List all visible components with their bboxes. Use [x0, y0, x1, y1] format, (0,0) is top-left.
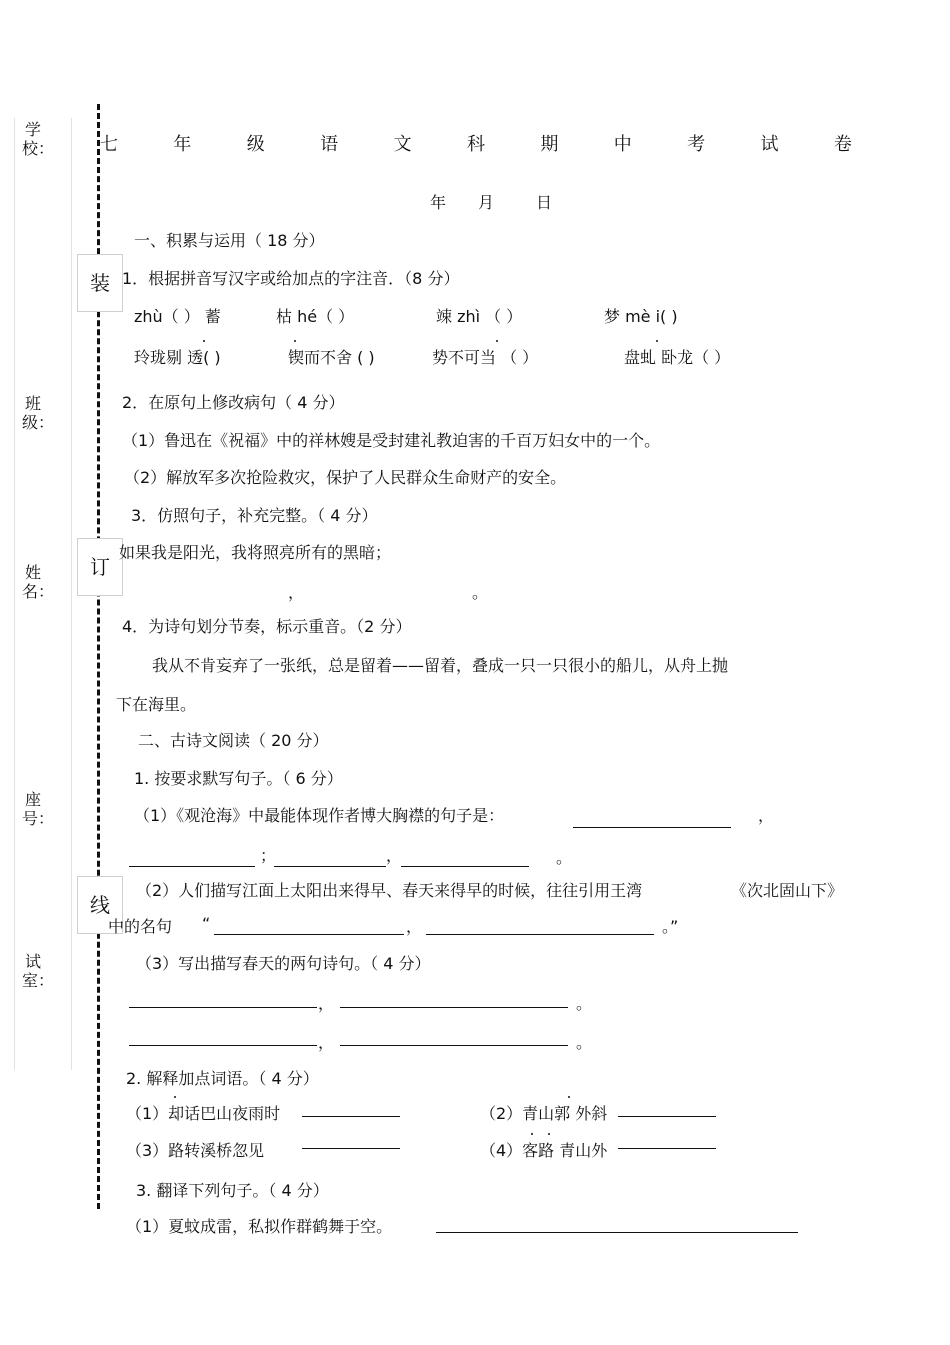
s2-q2-item4: （4）客路 青山外	[480, 1141, 608, 1160]
punct: ；	[260, 846, 277, 865]
name-label: 姓名：	[22, 563, 55, 601]
answer-blank[interactable]	[129, 866, 255, 867]
title-char: 期	[540, 134, 559, 155]
section2-heading: 二、古诗文阅读（ 20 分）	[138, 731, 329, 750]
title-char: 考	[687, 134, 706, 155]
pinyin-item: 枯 hé（ ）	[276, 307, 355, 326]
emphasis-dot	[496, 340, 498, 342]
punct: 。	[576, 994, 593, 1013]
answer-blank[interactable]	[302, 1148, 400, 1149]
answer-blank[interactable]	[340, 1007, 568, 1008]
date-day: 日	[536, 193, 553, 212]
q3-period: 。	[472, 583, 489, 602]
punct: ，	[406, 917, 423, 936]
title-char: 卷	[833, 134, 852, 155]
title-char: 年	[173, 134, 192, 155]
q2-title: 2．在原句上修改病句（ 4 分）	[122, 393, 345, 412]
answer-blank[interactable]	[573, 827, 731, 828]
answer-blank[interactable]	[426, 934, 654, 935]
bind-mark-xian: 线	[77, 876, 123, 934]
s2-q1-p1: （1）《观沧海》中最能体现作者博大胸襟的句子是：	[134, 806, 505, 825]
s2-q1-p2c: 中的名句	[108, 917, 173, 936]
answer-blank[interactable]	[401, 866, 529, 867]
s2-q1-p2a: （2）人们描写江面上太阳出来得早、春天来得早的时候，往往引用王湾	[136, 881, 643, 900]
title-char: 文	[393, 134, 412, 155]
answer-blank[interactable]	[340, 1045, 568, 1046]
s2-q3-item1: （1）夏蚊成雷，私拟作群鹤舞于空。	[126, 1217, 393, 1236]
s2-q2-item3: （3）路转溪桥忽见	[126, 1141, 265, 1160]
q3-comma: ，	[288, 583, 305, 602]
emphasis-dot	[548, 1133, 550, 1135]
pinyin-item: zhù（ ） 蓄	[134, 307, 221, 326]
s2-q2-item1: （1）却话巴山夜雨时	[126, 1104, 281, 1123]
emphasis-dot	[568, 1096, 570, 1098]
room-label: 试室：	[22, 952, 55, 990]
answer-blank[interactable]	[618, 1116, 716, 1117]
punct: 。	[556, 848, 573, 867]
punct: ，	[318, 1033, 335, 1052]
emphasis-dot	[656, 340, 658, 342]
bind-mark-zhuang: 装	[77, 254, 123, 312]
answer-blank[interactable]	[436, 1232, 798, 1233]
dotted-word-item: 玲珑剔 透( )	[134, 348, 221, 367]
title-char: 七	[100, 134, 118, 155]
emphasis-dot	[294, 340, 296, 342]
title-char: 语	[320, 134, 339, 155]
dotted-word-item: 势不可当 （ ）	[432, 348, 539, 367]
s2-q1-title: 1. 按要求默写句子。（ 6 分）	[134, 769, 343, 788]
emphasis-dot	[203, 340, 205, 342]
punct: ，	[318, 994, 335, 1013]
s2-q3-title: 3. 翻译下列句子。（ 4 分）	[136, 1181, 329, 1200]
section1-heading: 一、积累与运用（ 18 分）	[134, 231, 325, 250]
title-char: 试	[760, 134, 779, 155]
title-char: 科	[466, 134, 485, 155]
date-year: 年	[430, 193, 447, 212]
class-label: 班级：	[22, 394, 55, 432]
s2-q1-p2b: 《次北固山下》	[731, 881, 844, 900]
emphasis-dot	[531, 1133, 533, 1135]
q4-title: 4．为诗句划分节奏，标示重音。（2 分）	[122, 617, 412, 636]
answer-blank[interactable]	[129, 1007, 317, 1008]
bind-mark-ding: 订	[77, 538, 123, 596]
q3-example: 如果我是阳光，我将照亮所有的黑暗；	[119, 543, 392, 562]
q2-sentence1: （1）鲁迅在《祝福》中的祥林嫂是受封建礼教迫害的千百万妇女中的一个。	[122, 431, 661, 450]
answer-blank[interactable]	[302, 1116, 400, 1117]
q4-poem-line2: 下在海里。	[116, 695, 197, 714]
title-char: 级	[246, 134, 265, 155]
dotted-word-item: 锲而不舍 ( )	[288, 348, 375, 367]
dotted-word-item: 盘虬 卧龙（ ）	[624, 348, 731, 367]
punct: 。”	[662, 917, 679, 936]
answer-blank[interactable]	[129, 1045, 317, 1046]
punct: 。	[576, 1033, 593, 1052]
s2-q2-title: 2. 解释加点词语。（ 4 分）	[126, 1069, 319, 1088]
page-title	[100, 130, 852, 156]
answer-blank[interactable]	[214, 934, 404, 935]
q1-title: 1．根据拼音写汉字或给加点的字注音．（8 分）	[122, 269, 460, 288]
punct: ，	[386, 846, 403, 865]
s2-q1-p3: （3）写出描写春天的两句诗句。（ 4 分）	[136, 954, 431, 973]
school-label: 学校：	[22, 120, 55, 158]
s2-q2-item2: （2）青山郭 外斜	[480, 1104, 608, 1123]
punct: ，	[758, 806, 775, 825]
punct: “	[202, 914, 211, 933]
answer-blank[interactable]	[274, 866, 386, 867]
q3-title: 3．仿照句子，补充完整。（ 4 分）	[131, 506, 378, 525]
pinyin-item: 梦 mè i( )	[604, 307, 678, 326]
emphasis-dot	[174, 1096, 176, 1098]
q2-sentence2: （2）解放军多次抢险救灾，保护了人民群众生命财产的安全。	[124, 468, 567, 487]
seat-label: 座号：	[22, 790, 55, 828]
title-char: 中	[613, 134, 632, 155]
answer-blank[interactable]	[618, 1148, 716, 1149]
q4-poem-line1: 我从不肯妄弃了一张纸，总是留着——留着，叠成一只一只很小的船儿，从舟上抛	[152, 656, 729, 675]
pinyin-item: 竦 zhì （ ）	[436, 307, 523, 326]
date-month: 月	[478, 193, 495, 212]
